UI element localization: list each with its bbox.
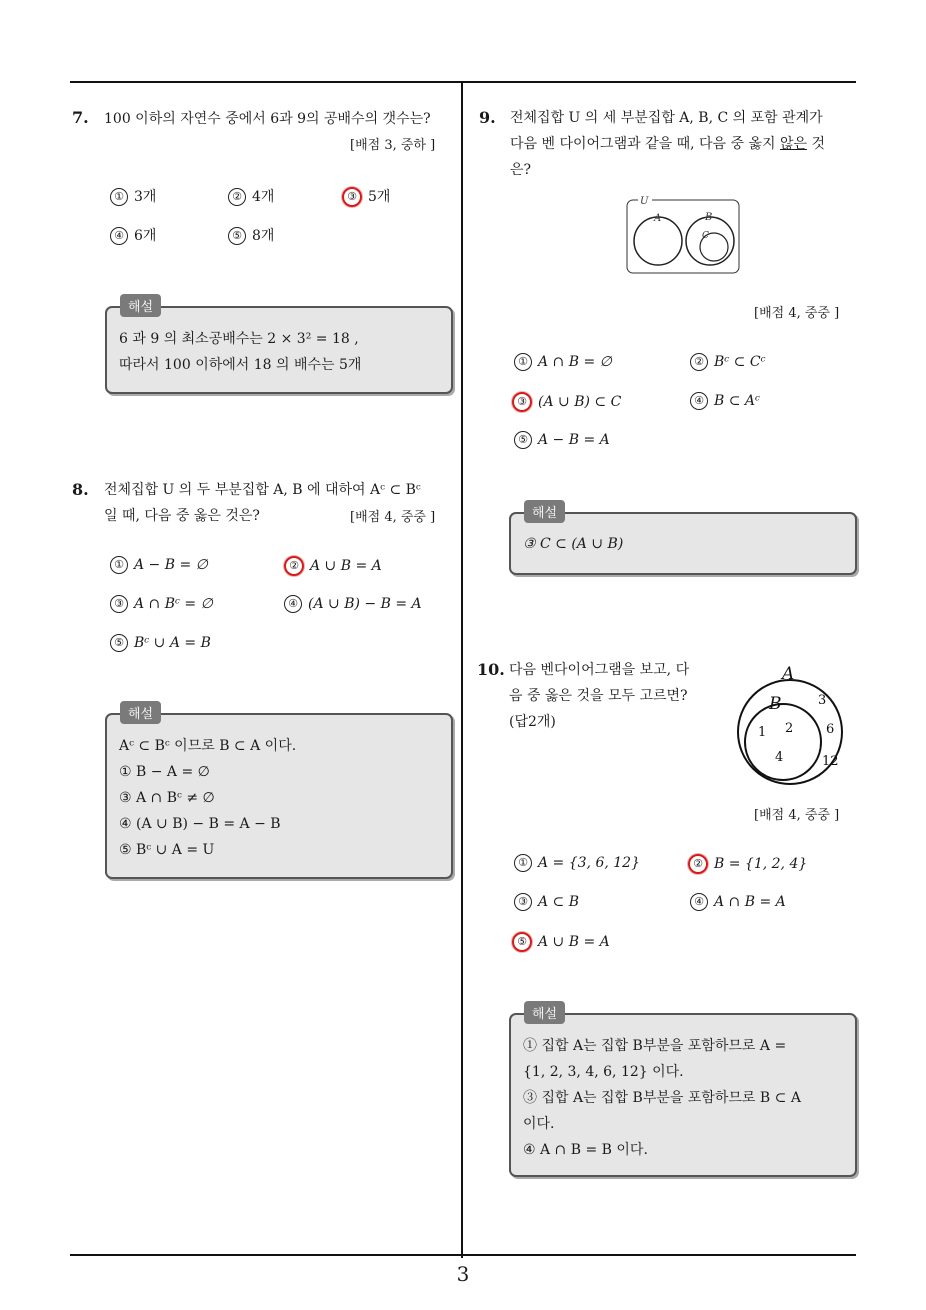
answer-circle-mark: ③: [512, 392, 532, 412]
question-7-option-2[interactable]: [228, 186, 274, 206]
question-8-text-line2: 일 때, 다음 중 옳은 것은?: [104, 508, 260, 524]
option-text: B ⊂ Aᶜ: [714, 393, 760, 409]
question-10-venn-diagram: [718, 660, 858, 790]
explanation-line: {1, 2, 3, 4, 6, 12} 이다.: [523, 1064, 684, 1080]
column-divider: [461, 82, 463, 1258]
element-value: 12: [822, 754, 839, 769]
explanation-line: ④ A ∩ B = B 이다.: [523, 1142, 648, 1158]
option-mark: ⑤: [110, 634, 128, 652]
explanation-line: ① 집합 A는 집합 B부분을 포함하므로 A =: [523, 1038, 787, 1054]
option-mark: ③: [110, 595, 128, 613]
option-text: A ∩ B = A: [714, 894, 786, 910]
option-text: A ∩ B = ∅: [538, 354, 612, 370]
question-7-number: 7.: [72, 108, 89, 127]
question-7-option-5[interactable]: [228, 225, 274, 245]
option-mark: ③: [514, 893, 532, 911]
question-10-option-3[interactable]: [514, 893, 579, 911]
answer-circle-mark: ③: [342, 187, 362, 207]
question-8-option-4[interactable]: [284, 595, 422, 613]
option-text: B = {1, 2, 4}: [714, 856, 808, 872]
element-value: 2: [785, 721, 794, 736]
set-a-label: A: [654, 213, 662, 224]
question-8-option-5[interactable]: [110, 634, 211, 652]
question-10-text-line2: 음 중 옳은 것을 모두 고르면?: [509, 688, 688, 704]
question-7-explanation-box: [105, 306, 453, 394]
explanation-line: ⑤ Bᶜ ∪ A = U: [119, 842, 215, 858]
option-mark: ①: [110, 188, 128, 206]
page-number: 3: [456, 1262, 470, 1286]
option-mark: ②: [690, 353, 708, 371]
option-text: A − B = ∅: [134, 557, 208, 573]
question-8-option-3[interactable]: [110, 595, 213, 613]
explanation-line: ③ A ∩ Bᶜ ≠ ∅: [119, 790, 215, 806]
question-7-option-1[interactable]: [110, 186, 156, 206]
question-8-meta: [배점 4, 중중 ]: [350, 510, 436, 525]
option-mark: ①: [514, 854, 532, 872]
question-9-option-3[interactable]: [512, 392, 621, 412]
question-10-option-4[interactable]: [690, 893, 786, 911]
question-10-number: 10.: [477, 660, 505, 679]
explanation-line: ④ (A ∪ B) − B = A − B: [119, 816, 281, 832]
bottom-rule: [70, 1254, 856, 1256]
question-7-option-4[interactable]: [110, 225, 156, 245]
explanation-line: Aᶜ ⊂ Bᶜ 이므로 B ⊂ A 이다.: [119, 738, 297, 754]
option-mark: ④: [690, 893, 708, 911]
element-value: 6: [826, 722, 835, 737]
question-7-text: 100 이하의 자연수 중에서 6과 9의 공배수의 갯수는?: [104, 111, 431, 127]
question-10-text-line1: 다음 벤다이어그램을 보고, 다: [509, 662, 690, 678]
option-text: Bᶜ ∪ A = B: [134, 635, 211, 651]
explanation-line: ③ C ⊂ (A ∪ B): [523, 536, 624, 552]
option-text: Bᶜ ⊂ Cᶜ: [714, 354, 766, 370]
answer-circle-mark: ⑤: [512, 932, 532, 952]
option-mark: ④: [690, 392, 708, 410]
set-u-label: U: [640, 196, 649, 207]
option-mark: ②: [228, 188, 246, 206]
option-text: A ∪ B = A: [310, 558, 382, 574]
set-b-label: B: [769, 694, 782, 714]
question-10-meta: [배점 4, 중중 ]: [754, 808, 840, 823]
question-9-number: 9.: [479, 108, 496, 127]
option-text: 3개: [134, 189, 157, 205]
question-9-option-1[interactable]: [514, 353, 612, 371]
text-part: 것: [807, 136, 826, 152]
question-9-option-2[interactable]: [690, 353, 766, 371]
top-rule: [70, 81, 856, 83]
option-text: (A ∪ B) − B = A: [308, 596, 422, 612]
explanation-line: 6 과 9 의 최소공배수는 2 × 3² = 18 ,: [119, 331, 359, 347]
question-7-option-3[interactable]: [342, 186, 390, 207]
explanation-tag: 해설: [120, 701, 161, 724]
question-9-option-4[interactable]: [690, 392, 760, 410]
option-text: A ⊂ B: [538, 894, 580, 910]
option-mark: ④: [284, 595, 302, 613]
question-9-meta: [배점 4, 중중 ]: [754, 306, 840, 321]
option-text: 5개: [368, 189, 391, 205]
answer-circle-mark: ②: [688, 854, 708, 874]
option-mark: ④: [110, 227, 128, 245]
question-7-meta: [배점 3, 중하 ]: [350, 138, 436, 153]
option-mark: ⑤: [228, 227, 246, 245]
set-a-circle: [634, 217, 682, 265]
question-10-text-line3: (답2개): [509, 714, 556, 730]
question-9-option-5[interactable]: [514, 431, 610, 449]
question-8-option-1[interactable]: [110, 556, 208, 574]
set-b-label: B: [705, 212, 713, 223]
question-10-option-2[interactable]: [688, 854, 807, 874]
text-part: 다음 벤 다이어그램과 같을 때, 다음 중 옳지: [510, 136, 780, 152]
element-value: 1: [758, 725, 767, 740]
explanation-tag: 해설: [120, 294, 161, 317]
option-text: A = {3, 6, 12}: [538, 855, 640, 871]
question-9-text-line2: [510, 131, 825, 157]
question-8-number: 8.: [72, 480, 89, 499]
question-9-text-line3: 은?: [510, 162, 532, 178]
question-8-text-line1: 전체집합 U 의 두 부분집합 A, B 에 대하여 Aᶜ ⊂ Bᶜ: [104, 482, 421, 498]
option-text: 8개: [252, 228, 275, 244]
question-10-option-5[interactable]: [512, 932, 610, 952]
explanation-line: ① B − A = ∅: [119, 764, 210, 780]
option-mark: ①: [514, 353, 532, 371]
set-b-circle: [745, 704, 821, 780]
explanation-line: 이다.: [523, 1116, 555, 1132]
underlined-text: 않은: [779, 136, 808, 152]
option-mark: ⑤: [514, 431, 532, 449]
question-9-venn-diagram: [624, 195, 744, 277]
explanation-tag: 해설: [524, 500, 565, 523]
option-text: A ∩ Bᶜ = ∅: [134, 596, 213, 612]
set-c-label: C: [702, 231, 709, 241]
explanation-line: ③ 집합 A는 집합 B부분을 포함하므로 B ⊂ A: [523, 1090, 801, 1106]
question-10-explanation-box: [509, 1013, 857, 1177]
explanation-tag: 해설: [524, 1001, 565, 1024]
question-8-option-2[interactable]: [284, 556, 382, 576]
option-text: 4개: [252, 189, 275, 205]
question-9-text-line1: 전체집합 U 의 세 부분집합 A, B, C 의 포함 관계가: [510, 110, 823, 126]
option-text: A ∪ B = A: [538, 934, 610, 950]
answer-circle-mark: ②: [284, 556, 304, 576]
question-10-option-1[interactable]: [514, 854, 640, 872]
element-value: 4: [775, 750, 784, 765]
set-a-label: A: [782, 664, 795, 684]
explanation-line: 따라서 100 이하에서 18 의 배수는 5개: [119, 357, 362, 373]
element-value: 3: [818, 693, 827, 708]
option-text: A − B = A: [538, 432, 610, 448]
question-8-explanation-box: [105, 713, 453, 879]
option-mark: ①: [110, 556, 128, 574]
option-text: (A ∪ B) ⊂ C: [538, 394, 622, 410]
option-text: 6개: [134, 228, 157, 244]
